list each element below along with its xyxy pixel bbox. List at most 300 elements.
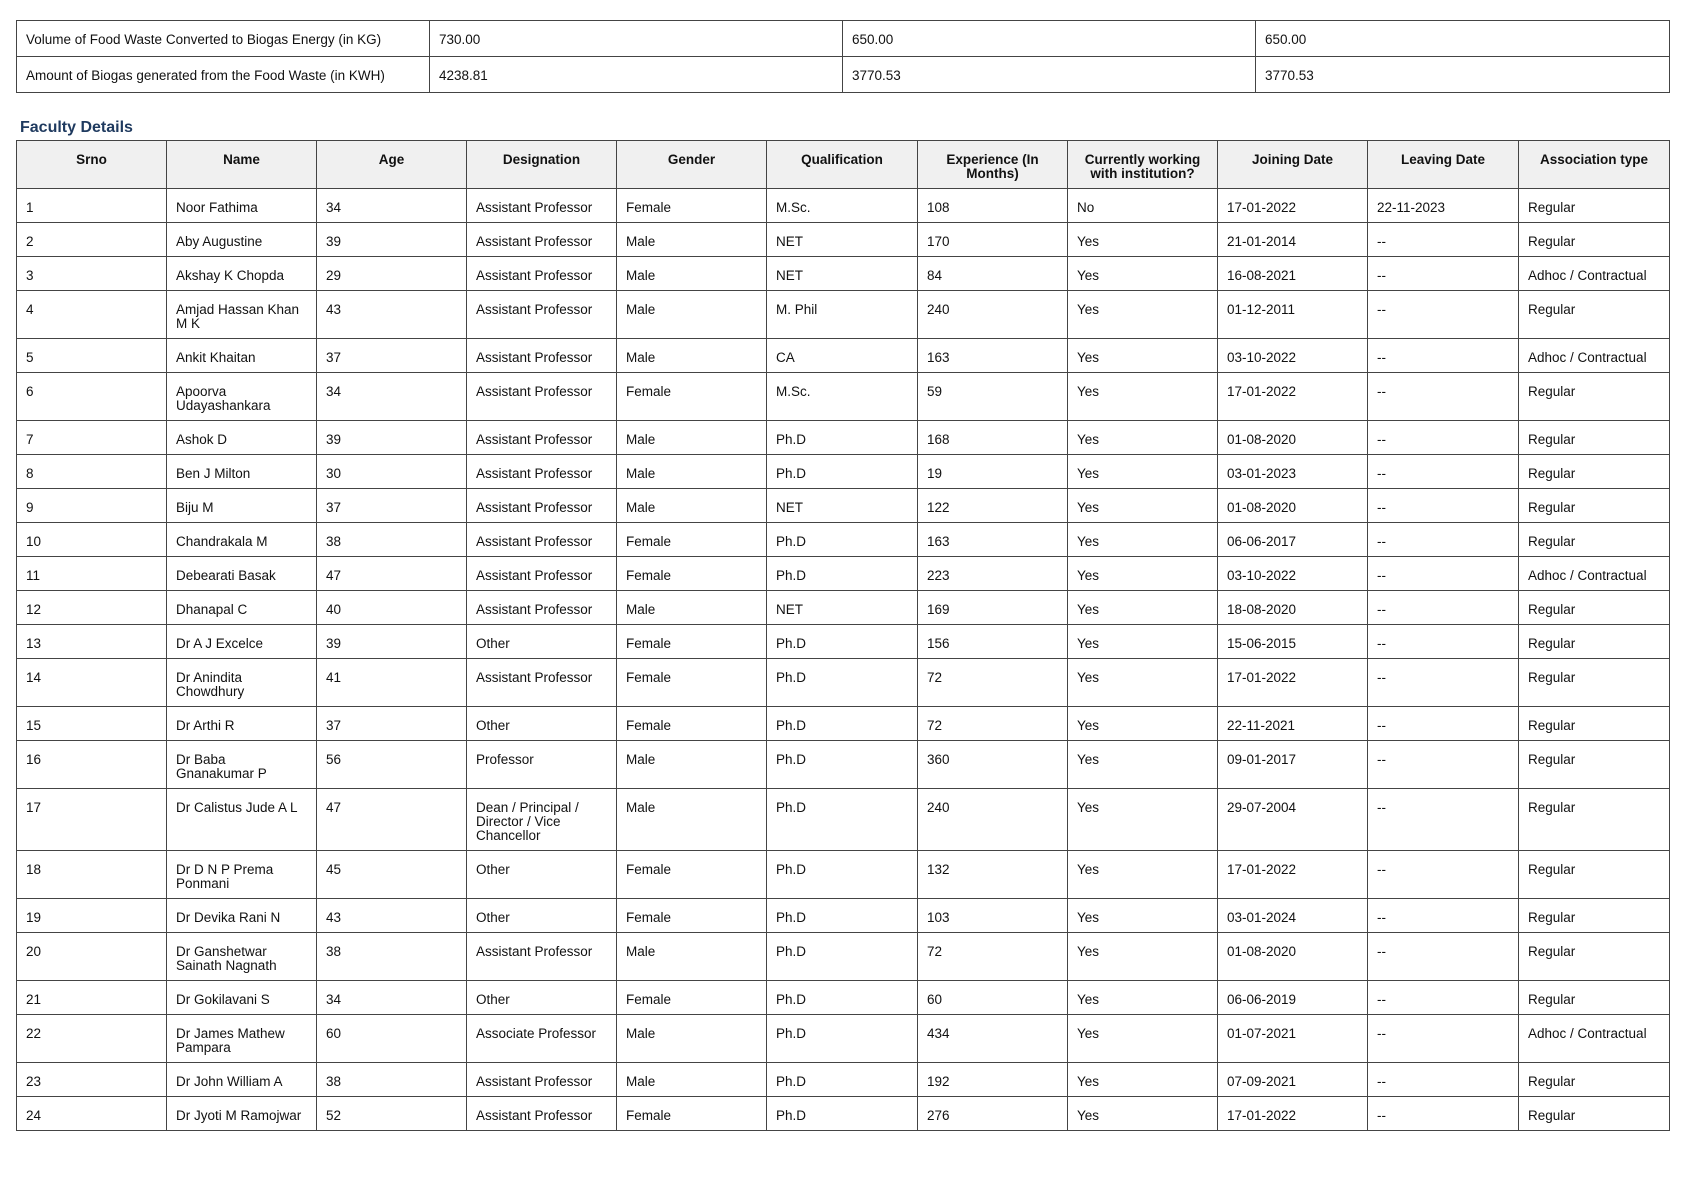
cell-srno: 15: [17, 707, 167, 741]
cell-name: Biju M: [167, 489, 317, 523]
faculty-details-title: Faculty Details: [20, 119, 133, 136]
cell-gender: Female: [617, 899, 767, 933]
table-row: [17, 557, 1670, 591]
cell-experience: 72: [918, 659, 1068, 707]
cell-gender: Female: [617, 659, 767, 707]
cell-srno: 9: [17, 489, 167, 523]
cell-name: Dr Gokilavani S: [167, 981, 317, 1015]
cell-experience: 108: [918, 189, 1068, 223]
cell-gender: Female: [617, 523, 767, 557]
cell-leaving-date: --: [1368, 659, 1519, 707]
cell-leaving-date: --: [1368, 591, 1519, 625]
cell-srno: 12: [17, 591, 167, 625]
cell-leaving-date: --: [1368, 933, 1519, 981]
cell-association-type: Adhoc / Contractual: [1519, 339, 1670, 373]
cell-designation: Assistant Professor: [467, 421, 617, 455]
cell-association-type: Regular: [1519, 373, 1670, 421]
cell-association-type: Regular: [1519, 741, 1670, 789]
cell-association-type: Regular: [1519, 981, 1670, 1015]
cell-age: 37: [317, 489, 467, 523]
summary-value-cell: 3770.53: [843, 57, 1256, 93]
cell-association-type: Regular: [1519, 851, 1670, 899]
cell-gender: Male: [617, 1063, 767, 1097]
cell-joining-date: 18-08-2020: [1218, 591, 1368, 625]
cell-qualification: Ph.D: [767, 933, 918, 981]
cell-designation: Other: [467, 851, 617, 899]
cell-association-type: Regular: [1519, 933, 1670, 981]
cell-currently-working: Yes: [1068, 1097, 1218, 1131]
cell-experience: 19: [918, 455, 1068, 489]
cell-currently-working: No: [1068, 189, 1218, 223]
cell-designation: Assistant Professor: [467, 373, 617, 421]
cell-association-type: Regular: [1519, 625, 1670, 659]
cell-name: Debearati Basak: [167, 557, 317, 591]
biogas-summary-table: [16, 20, 1670, 93]
cell-srno: 23: [17, 1063, 167, 1097]
cell-gender: Female: [617, 981, 767, 1015]
cell-joining-date: 17-01-2022: [1218, 373, 1368, 421]
cell-age: 39: [317, 223, 467, 257]
cell-designation: Assistant Professor: [467, 523, 617, 557]
cell-experience: 223: [918, 557, 1068, 591]
table-row: [17, 455, 1670, 489]
cell-designation: Assistant Professor: [467, 223, 617, 257]
cell-leaving-date: --: [1368, 455, 1519, 489]
cell-currently-working: Yes: [1068, 741, 1218, 789]
cell-experience: 360: [918, 741, 1068, 789]
cell-srno: 8: [17, 455, 167, 489]
table-row: [17, 851, 1670, 899]
cell-srno: 19: [17, 899, 167, 933]
cell-gender: Female: [617, 373, 767, 421]
cell-joining-date: 01-12-2011: [1218, 291, 1368, 339]
cell-name: Dr John William A: [167, 1063, 317, 1097]
cell-currently-working: Yes: [1068, 625, 1218, 659]
column-header-currently-working: Currently working with institution?: [1068, 141, 1218, 189]
table-row: [17, 659, 1670, 707]
table-row: [17, 741, 1670, 789]
cell-joining-date: 03-01-2024: [1218, 899, 1368, 933]
cell-gender: Female: [617, 707, 767, 741]
cell-gender: Male: [617, 741, 767, 789]
cell-experience: 132: [918, 851, 1068, 899]
cell-currently-working: Yes: [1068, 851, 1218, 899]
cell-designation: Assistant Professor: [467, 659, 617, 707]
cell-leaving-date: --: [1368, 339, 1519, 373]
cell-qualification: Ph.D: [767, 1063, 918, 1097]
cell-joining-date: 03-10-2022: [1218, 339, 1368, 373]
cell-association-type: Regular: [1519, 1097, 1670, 1131]
cell-age: 43: [317, 291, 467, 339]
column-header-srno: Srno: [17, 141, 167, 189]
cell-experience: 163: [918, 523, 1068, 557]
cell-qualification: M.Sc.: [767, 189, 918, 223]
cell-joining-date: 06-06-2019: [1218, 981, 1368, 1015]
cell-joining-date: 21-01-2014: [1218, 223, 1368, 257]
cell-currently-working: Yes: [1068, 523, 1218, 557]
cell-qualification: Ph.D: [767, 421, 918, 455]
cell-name: Apoorva Udayashankara: [167, 373, 317, 421]
cell-gender: Male: [617, 591, 767, 625]
cell-association-type: Regular: [1519, 591, 1670, 625]
cell-qualification: NET: [767, 489, 918, 523]
cell-srno: 18: [17, 851, 167, 899]
cell-qualification: Ph.D: [767, 1015, 918, 1063]
summary-label-cell: Volume of Food Waste Converted to Biogas Energy (in KG): [17, 21, 430, 57]
cell-srno: 22: [17, 1015, 167, 1063]
cell-qualification: M. Phil: [767, 291, 918, 339]
cell-srno: 4: [17, 291, 167, 339]
cell-leaving-date: --: [1368, 257, 1519, 291]
faculty-table-body: [17, 189, 1670, 1131]
cell-association-type: Regular: [1519, 223, 1670, 257]
cell-currently-working: Yes: [1068, 257, 1218, 291]
summary-value-cell: 650.00: [1256, 21, 1670, 57]
cell-joining-date: 07-09-2021: [1218, 1063, 1368, 1097]
cell-experience: 122: [918, 489, 1068, 523]
cell-joining-date: 17-01-2022: [1218, 189, 1368, 223]
cell-gender: Male: [617, 933, 767, 981]
cell-designation: Other: [467, 707, 617, 741]
cell-experience: 168: [918, 421, 1068, 455]
cell-joining-date: 17-01-2022: [1218, 851, 1368, 899]
cell-srno: 11: [17, 557, 167, 591]
header-row: [17, 141, 1670, 189]
cell-designation: Assistant Professor: [467, 189, 617, 223]
cell-designation: Assistant Professor: [467, 933, 617, 981]
cell-name: Aby Augustine: [167, 223, 317, 257]
cell-gender: Female: [617, 625, 767, 659]
cell-gender: Male: [617, 489, 767, 523]
cell-experience: 276: [918, 1097, 1068, 1131]
cell-name: Dr Ganshetwar Sainath Nagnath: [167, 933, 317, 981]
cell-leaving-date: --: [1368, 789, 1519, 851]
cell-gender: Female: [617, 1097, 767, 1131]
cell-name: Dr D N P Prema Ponmani: [167, 851, 317, 899]
cell-name: Dr Devika Rani N: [167, 899, 317, 933]
column-header-age: Age: [317, 141, 467, 189]
cell-srno: 7: [17, 421, 167, 455]
cell-association-type: Regular: [1519, 1063, 1670, 1097]
cell-experience: 84: [918, 257, 1068, 291]
summary-value-cell: 650.00: [843, 21, 1256, 57]
table-row: [17, 707, 1670, 741]
cell-experience: 434: [918, 1015, 1068, 1063]
cell-age: 38: [317, 933, 467, 981]
cell-qualification: CA: [767, 339, 918, 373]
table-row: [17, 1015, 1670, 1063]
cell-name: Akshay K Chopda: [167, 257, 317, 291]
table-row: [17, 339, 1670, 373]
cell-association-type: Regular: [1519, 789, 1670, 851]
cell-qualification: Ph.D: [767, 789, 918, 851]
cell-designation: Assistant Professor: [467, 557, 617, 591]
cell-srno: 5: [17, 339, 167, 373]
cell-designation: Other: [467, 981, 617, 1015]
cell-association-type: Regular: [1519, 489, 1670, 523]
cell-age: 30: [317, 455, 467, 489]
cell-designation: Assistant Professor: [467, 489, 617, 523]
cell-currently-working: Yes: [1068, 373, 1218, 421]
cell-age: 37: [317, 707, 467, 741]
cell-experience: 60: [918, 981, 1068, 1015]
cell-leaving-date: --: [1368, 1015, 1519, 1063]
cell-experience: 240: [918, 789, 1068, 851]
summary-value-cell: 4238.81: [430, 57, 843, 93]
cell-currently-working: Yes: [1068, 981, 1218, 1015]
cell-designation: Other: [467, 625, 617, 659]
cell-qualification: M.Sc.: [767, 373, 918, 421]
cell-gender: Male: [617, 789, 767, 851]
cell-experience: 240: [918, 291, 1068, 339]
cell-name: Amjad Hassan Khan M K: [167, 291, 317, 339]
cell-qualification: Ph.D: [767, 1097, 918, 1131]
cell-age: 43: [317, 899, 467, 933]
cell-currently-working: Yes: [1068, 455, 1218, 489]
cell-joining-date: 03-01-2023: [1218, 455, 1368, 489]
cell-age: 29: [317, 257, 467, 291]
cell-experience: 103: [918, 899, 1068, 933]
table-row: [17, 291, 1670, 339]
cell-joining-date: 29-07-2004: [1218, 789, 1368, 851]
cell-joining-date: 01-07-2021: [1218, 1015, 1368, 1063]
cell-leaving-date: --: [1368, 421, 1519, 455]
cell-experience: 192: [918, 1063, 1068, 1097]
table-row: [17, 981, 1670, 1015]
table-row: [17, 257, 1670, 291]
cell-age: 38: [317, 523, 467, 557]
cell-leaving-date: --: [1368, 741, 1519, 789]
table-row: [17, 591, 1670, 625]
column-header-designation: Designation: [467, 141, 617, 189]
cell-qualification: Ph.D: [767, 659, 918, 707]
table-row: [17, 373, 1670, 421]
cell-joining-date: 17-01-2022: [1218, 659, 1368, 707]
cell-qualification: Ph.D: [767, 981, 918, 1015]
cell-currently-working: Yes: [1068, 1015, 1218, 1063]
cell-gender: Male: [617, 455, 767, 489]
cell-designation: Dean / Principal / Director / Vice Chancellor: [467, 789, 617, 851]
cell-age: 47: [317, 789, 467, 851]
table-row: [17, 1097, 1670, 1131]
cell-age: 38: [317, 1063, 467, 1097]
cell-currently-working: Yes: [1068, 421, 1218, 455]
cell-qualification: NET: [767, 591, 918, 625]
cell-joining-date: 03-10-2022: [1218, 557, 1368, 591]
summary-row: [17, 21, 1670, 57]
table-row: [17, 625, 1670, 659]
table-row: [17, 933, 1670, 981]
cell-age: 37: [317, 339, 467, 373]
cell-name: Chandrakala M: [167, 523, 317, 557]
cell-leaving-date: --: [1368, 625, 1519, 659]
cell-leaving-date: --: [1368, 1097, 1519, 1131]
summary-value-cell: 3770.53: [1256, 57, 1670, 93]
cell-qualification: Ph.D: [767, 851, 918, 899]
cell-srno: 2: [17, 223, 167, 257]
faculty-table-header: [17, 141, 1670, 189]
cell-experience: 72: [918, 707, 1068, 741]
cell-leaving-date: --: [1368, 291, 1519, 339]
summary-table-body: [17, 21, 1670, 93]
cell-association-type: Regular: [1519, 455, 1670, 489]
cell-designation: Assistant Professor: [467, 1063, 617, 1097]
cell-designation: Assistant Professor: [467, 257, 617, 291]
cell-name: Dr Calistus Jude A L: [167, 789, 317, 851]
cell-age: 47: [317, 557, 467, 591]
cell-name: Noor Fathima: [167, 189, 317, 223]
cell-gender: Male: [617, 1015, 767, 1063]
cell-name: Ankit Khaitan: [167, 339, 317, 373]
cell-srno: 21: [17, 981, 167, 1015]
cell-currently-working: Yes: [1068, 707, 1218, 741]
cell-age: 45: [317, 851, 467, 899]
cell-qualification: Ph.D: [767, 625, 918, 659]
cell-joining-date: 16-08-2021: [1218, 257, 1368, 291]
column-header-association-type: Association type: [1519, 141, 1670, 189]
cell-qualification: Ph.D: [767, 557, 918, 591]
cell-qualification: Ph.D: [767, 455, 918, 489]
cell-leaving-date: --: [1368, 489, 1519, 523]
table-row: [17, 899, 1670, 933]
cell-srno: 1: [17, 189, 167, 223]
cell-age: 40: [317, 591, 467, 625]
cell-age: 34: [317, 373, 467, 421]
cell-association-type: Regular: [1519, 421, 1670, 455]
cell-joining-date: 06-06-2017: [1218, 523, 1368, 557]
cell-leaving-date: --: [1368, 373, 1519, 421]
cell-srno: 14: [17, 659, 167, 707]
cell-designation: Assistant Professor: [467, 339, 617, 373]
cell-joining-date: 15-06-2015: [1218, 625, 1368, 659]
table-row: [17, 789, 1670, 851]
column-header-joining-date: Joining Date: [1218, 141, 1368, 189]
cell-name: Dr Anindita Chowdhury: [167, 659, 317, 707]
cell-name: Dhanapal C: [167, 591, 317, 625]
cell-currently-working: Yes: [1068, 223, 1218, 257]
cell-joining-date: 01-08-2020: [1218, 489, 1368, 523]
cell-gender: Male: [617, 339, 767, 373]
cell-leaving-date: --: [1368, 707, 1519, 741]
cell-association-type: Adhoc / Contractual: [1519, 1015, 1670, 1063]
cell-srno: 16: [17, 741, 167, 789]
cell-gender: Male: [617, 257, 767, 291]
cell-leaving-date: --: [1368, 899, 1519, 933]
summary-row: [17, 57, 1670, 93]
cell-gender: Male: [617, 223, 767, 257]
cell-designation: Associate Professor: [467, 1015, 617, 1063]
cell-association-type: Regular: [1519, 899, 1670, 933]
faculty-details-table: [16, 140, 1670, 1131]
cell-qualification: Ph.D: [767, 741, 918, 789]
cell-srno: 10: [17, 523, 167, 557]
table-row: [17, 1063, 1670, 1097]
cell-currently-working: Yes: [1068, 339, 1218, 373]
cell-currently-working: Yes: [1068, 659, 1218, 707]
cell-age: 34: [317, 189, 467, 223]
cell-name: Ashok D: [167, 421, 317, 455]
cell-experience: 59: [918, 373, 1068, 421]
column-header-qualification: Qualification: [767, 141, 918, 189]
cell-qualification: Ph.D: [767, 899, 918, 933]
column-header-experience: Experience (In Months): [918, 141, 1068, 189]
table-row: [17, 523, 1670, 557]
table-row: [17, 421, 1670, 455]
cell-experience: 156: [918, 625, 1068, 659]
cell-name: Dr Baba Gnanakumar P: [167, 741, 317, 789]
cell-leaving-date: --: [1368, 557, 1519, 591]
cell-experience: 163: [918, 339, 1068, 373]
cell-qualification: NET: [767, 223, 918, 257]
cell-age: 52: [317, 1097, 467, 1131]
cell-name: Dr James Mathew Pampara: [167, 1015, 317, 1063]
cell-gender: Male: [617, 291, 767, 339]
column-header-leaving-date: Leaving Date: [1368, 141, 1519, 189]
cell-joining-date: 22-11-2021: [1218, 707, 1368, 741]
cell-leaving-date: --: [1368, 1063, 1519, 1097]
cell-joining-date: 09-01-2017: [1218, 741, 1368, 789]
cell-srno: 13: [17, 625, 167, 659]
cell-designation: Professor: [467, 741, 617, 789]
cell-srno: 6: [17, 373, 167, 421]
cell-joining-date: 17-01-2022: [1218, 1097, 1368, 1131]
cell-joining-date: 01-08-2020: [1218, 421, 1368, 455]
cell-age: 41: [317, 659, 467, 707]
cell-currently-working: Yes: [1068, 591, 1218, 625]
cell-name: Dr A J Excelce: [167, 625, 317, 659]
summary-label-cell: Amount of Biogas generated from the Food Waste (in KWH): [17, 57, 430, 93]
cell-currently-working: Yes: [1068, 557, 1218, 591]
table-row: [17, 223, 1670, 257]
cell-srno: 24: [17, 1097, 167, 1131]
cell-designation: Assistant Professor: [467, 291, 617, 339]
cell-leaving-date: --: [1368, 523, 1519, 557]
cell-srno: 3: [17, 257, 167, 291]
cell-qualification: Ph.D: [767, 707, 918, 741]
cell-age: 56: [317, 741, 467, 789]
cell-currently-working: Yes: [1068, 899, 1218, 933]
cell-qualification: Ph.D: [767, 523, 918, 557]
cell-designation: Assistant Professor: [467, 455, 617, 489]
cell-age: 39: [317, 421, 467, 455]
cell-leaving-date: --: [1368, 223, 1519, 257]
cell-designation: Assistant Professor: [467, 591, 617, 625]
summary-value-cell: 730.00: [430, 21, 843, 57]
cell-gender: Female: [617, 851, 767, 899]
cell-leaving-date: --: [1368, 851, 1519, 899]
column-header-gender: Gender: [617, 141, 767, 189]
table-row: [17, 189, 1670, 223]
cell-association-type: Regular: [1519, 523, 1670, 557]
cell-experience: 170: [918, 223, 1068, 257]
cell-association-type: Adhoc / Contractual: [1519, 257, 1670, 291]
cell-srno: 20: [17, 933, 167, 981]
cell-age: 60: [317, 1015, 467, 1063]
cell-association-type: Regular: [1519, 189, 1670, 223]
column-header-name: Name: [167, 141, 317, 189]
cell-currently-working: Yes: [1068, 789, 1218, 851]
cell-currently-working: Yes: [1068, 291, 1218, 339]
cell-designation: Assistant Professor: [467, 1097, 617, 1131]
cell-currently-working: Yes: [1068, 1063, 1218, 1097]
cell-association-type: Regular: [1519, 291, 1670, 339]
cell-designation: Other: [467, 899, 617, 933]
cell-srno: 17: [17, 789, 167, 851]
cell-joining-date: 01-08-2020: [1218, 933, 1368, 981]
cell-association-type: Adhoc / Contractual: [1519, 557, 1670, 591]
cell-qualification: NET: [767, 257, 918, 291]
cell-gender: Female: [617, 557, 767, 591]
